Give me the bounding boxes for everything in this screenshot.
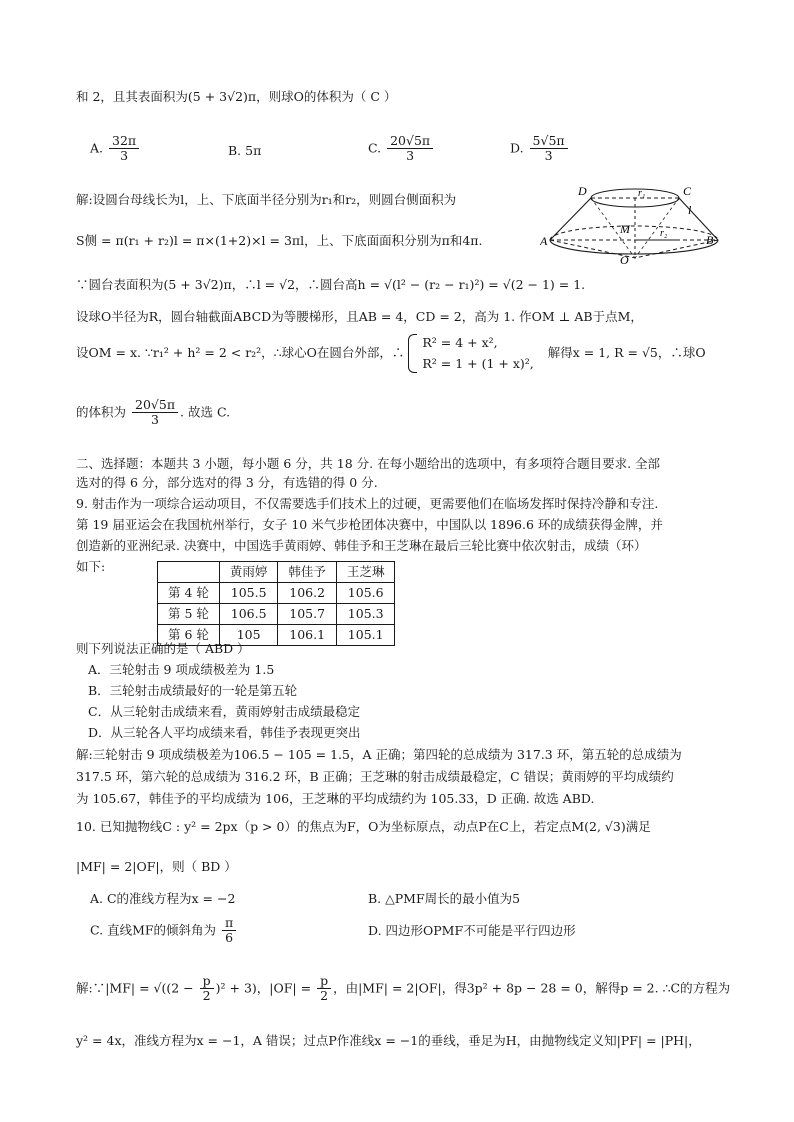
q10-option-d: D. 四边形OPMF不可能是平行四边形 [368,923,576,938]
table-header-cell: 韩佳予 [278,562,337,583]
table-cell: 105.5 [219,583,278,604]
q9-ask: 则下列说法正确的是（ ABD ） [76,641,250,656]
q9-solution-line-1: 解:三轮射击 9 项成绩极差为106.5 − 105 = 1.5，A 正确；第四轮的总成绩为 317.3 环，第五轮的总成绩为 [76,747,682,762]
label-l: l [688,203,692,217]
table-cell: 105.1 [336,625,395,646]
table-header-cell [158,562,220,583]
q8-solution-line-1: 解:设圆台母线长为l，上、下底面半径分别为r₁和r₂，则圆台侧面积为 [76,192,457,207]
label-B: B [706,233,714,247]
q9-solution-line-3: 为 105.67，韩佳予的平均成绩为 106，王芝琳的平均成绩约为 105.33，D 正确. 故选 ABD. [76,791,595,806]
q9-line-3: 创造新的亚洲纪录. 决赛中，中国选手黄雨婷、韩佳予和王芝琳在最后三轮比赛中依次射击，成绩（环） [76,538,647,553]
equation-system: R² = 4 + x², R² = 1 + (1 + x)², [408,332,533,375]
q8-option-d: D. $\frac{5√5\pi}{3}$ [510,134,570,164]
label-r1: r₁ [638,188,646,199]
table-cell: 106.1 [278,625,337,646]
table-header-row [158,562,395,583]
q8-option-b: B. 5π [228,143,262,158]
scores-table [157,561,395,646]
q10-option-a: A. C的准线方程为x = −2 [90,891,236,906]
q8-option-c: C. $\frac{20√5\pi}{3}$ [368,134,435,164]
q10-option-c: C. 直线MF的倾斜角为 $\frac{\pi}{6}$ [90,916,238,946]
q8-solution-line-6: 的体积为 $\frac{20√5\pi}{3}$ . 故选 C. [76,397,231,428]
table-cell: 105 [219,625,278,646]
q9-line-2: 第 19 届亚运会在我国杭州举行，女子 10 米气步枪团体决赛中，中国队以 1896.6 环的成绩获得金牌，并 [76,517,663,532]
q10-solution-line-1: 解:∵|MF| = √((2 − $\frac{p}{2}$ )² + 3)，|OF| = $\frac{p}{2}$ ，由|MF| = 2|OF|，得3p² + 8p − 28 = 0，解得p = 2. ∴C的方程为 [76,973,731,1004]
table-cell: 第 4 轮 [158,583,220,604]
table-header-cell: 黄雨婷 [219,562,278,583]
q10-solution-line-2: y² = 4x，准线方程为x = −1，A 错误；过点P作准线x = −1的垂线，垂足为H，由抛物线定义知|PF| = |PH|， [76,1033,701,1048]
label-O: O [620,253,629,267]
table-cell: 105.6 [336,583,395,604]
label-A: A [540,234,548,248]
q9-line-1: 9. 射击作为一项综合运动项目，不仅需要选手们技术上的过硬，更需要他们在临场发挥时保持冷静和专注. [76,496,659,511]
table-cell: 第 5 轮 [158,604,220,625]
q8-solution-line-3: ∵圆台表面积为(5 + 3√2)π，∴l = √2，∴圆台高h = √(l² − (r₂ − r₁)²) = √(2 − 1) = 1. [76,277,586,292]
label-D: D [578,184,587,198]
table-cell: 105.3 [336,604,395,625]
table-cell: 106.2 [278,583,337,604]
q9-choice-a: A．三轮射击 9 项成绩极差为 1.5 [88,662,275,677]
label-r2: r₂ [660,228,668,239]
q9-choice-b: B．三轮射击成绩最好的一轮是第五轮 [88,683,298,698]
label-M: M [620,222,630,236]
table-cell: 第 6 轮 [158,625,220,646]
q8-option-a: A. $\frac{32\pi}{3}$ [90,134,141,164]
q8-solution-line-2: S侧 = π(r₁ + r₂)l = π×(1+2)×l = 3πl，上、下底面面积分别为π和4π. [76,233,483,248]
section2-line-1: 二、选择题：本题共 3 小题，每小题 6 分，共 18 分. 在每小题给出的选项中，有多项符合题目要求. 全部 [76,456,661,471]
q9-solution-line-2: 317.5 环，第六轮的总成绩为 316.2 环，B 正确；王芝琳的射击成绩最稳定，C 错误；黄雨婷的平均成绩约 [76,769,674,784]
q8-solution-line-4: 设球O半径为R，圆台轴截面ABCD为等腰梯形，且AB = 4，CD = 2，高为 1. 作OM ⊥ AB于点M， [76,309,643,324]
q9-choice-c: C．从三轮射击成绩来看，黄雨婷射击成绩最稳定 [88,704,361,719]
table-cell: 105.7 [278,604,337,625]
table-cell: 106.5 [219,604,278,625]
table-header-cell: 王芝琳 [336,562,395,583]
frustum-figure [540,180,720,268]
q10-line-1: 10. 已知抛物线C : y² = 2px（p > 0）的焦点为F，O为坐标原点，动点P在C上，若定点M(2, √3)满足 [76,819,651,834]
label-C: C [683,184,692,198]
section2-line-2: 选对的得 6 分，部分选对的得 3 分，有选错的得 0 分. [76,475,378,490]
q10-line-2: |MF| = 2|OF|，则（ BD ） [76,859,237,874]
table-row [158,583,395,604]
q9-line-4: 如下: [76,559,106,574]
q9-choice-d: D．从三轮各人平均成绩来看，韩佳予表现更突出 [88,725,361,740]
q10-option-b: B. △PMF周长的最小值为5 [368,891,521,906]
q8-solution-line-5: 设OM = x. ∵r₁² + h² = 2 < r₂²，∴球心O在圆台外部，∴ R² = 4 + x², R² = 1 + (1 + x)², 解得x = 1, R = √5，∴球O [76,332,706,375]
table-row [158,604,395,625]
q8-stem-tail: 和 2，且其表面积为(5 + 3√2)π，则球O的体积为（ C ） [76,89,397,104]
